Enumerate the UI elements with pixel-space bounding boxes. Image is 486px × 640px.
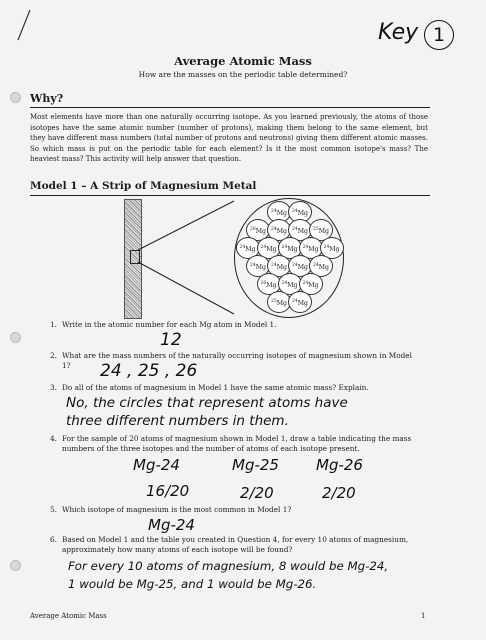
element-symbol: Mg bbox=[287, 246, 298, 253]
element-symbol: Mg bbox=[266, 282, 277, 289]
question-text: What are the mass numbers of the naturally occurring isotopes of magnesium shown in Model 1? bbox=[62, 351, 412, 370]
question-6 bbox=[50, 535, 422, 555]
element-symbol: Mg bbox=[276, 300, 288, 307]
isotope-count-1: 16/20 bbox=[146, 482, 190, 500]
element-symbol: Mg bbox=[297, 300, 309, 307]
section-rule bbox=[30, 107, 430, 108]
answer-6-line-1: For every 10 atoms of magnesium, 8 would be Mg-24, bbox=[68, 559, 389, 573]
question-text: Do all of the atoms of magnesium in Model 1 have the same atomic mass? Explain. bbox=[62, 383, 369, 392]
page-subtitle: How are the masses on the periodic table determined? bbox=[138, 70, 348, 79]
element-symbol: Mg bbox=[255, 228, 267, 235]
mass-number: 26 bbox=[249, 227, 256, 232]
question-5 bbox=[50, 505, 422, 515]
isotope-header-3: Mg-26 bbox=[316, 456, 363, 474]
element-symbol: Mg bbox=[276, 228, 288, 235]
mass-number: 24 bbox=[323, 245, 330, 250]
element-symbol: Mg bbox=[297, 228, 309, 235]
answer-key-number: 1 bbox=[424, 20, 454, 50]
question-number: 2. bbox=[50, 351, 57, 360]
question-text: For the sample of 20 atoms of magnesium shown in Model 1, draw a table indicating the mass numbers of the three isotopes and the number of atoms of each isotope present. bbox=[62, 434, 412, 453]
mass-number: 24 bbox=[270, 263, 277, 268]
why-heading: Why? bbox=[30, 92, 64, 105]
footer-title: Average Atomic Mass bbox=[30, 612, 107, 620]
mass-number: 24 bbox=[249, 263, 256, 268]
hole-punch bbox=[10, 332, 21, 343]
mass-number: 24 bbox=[291, 209, 298, 214]
isotope-count-2: 2/20 bbox=[240, 484, 274, 502]
mass-number: 24 bbox=[291, 227, 298, 232]
mass-number: 24 bbox=[302, 245, 309, 250]
hole-punch bbox=[10, 92, 21, 103]
mass-number: 25 bbox=[312, 227, 319, 232]
question-text: Which isotope of magnesium is the most common in Model 1? bbox=[62, 505, 292, 514]
mass-number: 24 bbox=[239, 245, 246, 250]
mass-number: 24 bbox=[312, 263, 319, 268]
answer-5: Mg-24 bbox=[148, 516, 195, 534]
question-number: 3. bbox=[50, 383, 57, 392]
mass-number: 24 bbox=[291, 263, 298, 268]
element-symbol: Mg bbox=[255, 264, 267, 271]
answer-2: 24 , 25 , 26 bbox=[100, 361, 198, 381]
why-text: Most elements have more than one naturally occurring isotope. As you learned previously, the atoms of those isotopes have the same atomic number (number of protons), making them belong to the same element, but they have different mass numbers (total number of protons and neutrons) giving them different atomic masses. So which mass is put on the periodic table for each element? Is it the most common isotope's mass? The heaviest mass? This activity will help answer that question. bbox=[30, 113, 428, 164]
question-number: 4. bbox=[50, 434, 57, 443]
question-text: Write in the atomic number for each Mg atom in Model 1. bbox=[62, 320, 277, 329]
question-text: Based on Model 1 and the table you created in Question 4, for every 10 atoms of magnesium, approximately how many atoms of each isotope will be found? bbox=[62, 535, 409, 554]
mass-number: 24 bbox=[302, 281, 309, 286]
mass-number: 25 bbox=[270, 299, 277, 304]
page-title: Average Atomic Mass bbox=[174, 54, 312, 68]
isotope-header-1: Mg-24 bbox=[133, 456, 180, 474]
answer-3-line-2: three different numbers in them. bbox=[66, 413, 289, 429]
isotope-count-3: 2/20 bbox=[322, 484, 356, 502]
mg-atom bbox=[288, 291, 312, 313]
model-title: Model 1 – A Strip of Magnesium Metal bbox=[30, 180, 257, 192]
hole-punch bbox=[10, 560, 21, 571]
answer-1: 12 bbox=[160, 330, 182, 350]
element-symbol: Mg bbox=[329, 246, 340, 253]
isotope-header-2: Mg-25 bbox=[232, 456, 279, 474]
mass-number: 24 bbox=[270, 227, 277, 232]
atom-ellipse bbox=[234, 198, 344, 318]
element-symbol: Mg bbox=[276, 264, 288, 271]
mass-number: 24 bbox=[281, 245, 288, 250]
mass-number: 24 bbox=[291, 299, 298, 304]
question-4 bbox=[50, 434, 422, 454]
element-symbol: Mg bbox=[308, 246, 319, 253]
question-3 bbox=[50, 383, 422, 393]
mass-number: 24 bbox=[260, 245, 267, 250]
element-symbol: Mg bbox=[308, 282, 319, 289]
element-symbol: Mg bbox=[287, 282, 298, 289]
question-number: 1. bbox=[50, 320, 57, 329]
mass-number: 24 bbox=[270, 209, 277, 214]
element-symbol: Mg bbox=[318, 228, 330, 235]
element-symbol: Mg bbox=[297, 264, 309, 271]
pen-mark bbox=[14, 8, 34, 44]
question-number: 5. bbox=[50, 505, 57, 514]
element-symbol: Mg bbox=[276, 210, 288, 217]
zoom-lines bbox=[136, 198, 236, 318]
answer-3-line-1: No, the circles that represent atoms have bbox=[66, 395, 348, 411]
mass-number: 24 bbox=[281, 281, 288, 286]
element-symbol: Mg bbox=[266, 246, 277, 253]
element-symbol: Mg bbox=[245, 246, 256, 253]
element-symbol: Mg bbox=[318, 264, 330, 271]
page-number: 1 bbox=[421, 612, 426, 620]
element-symbol: Mg bbox=[297, 210, 309, 217]
question-1 bbox=[50, 320, 422, 330]
section-rule bbox=[30, 195, 430, 196]
answer-key-label: Key bbox=[378, 20, 419, 45]
mass-number: 26 bbox=[260, 281, 267, 286]
answer-6-line-2: 1 would be Mg-25, and 1 would be Mg-26. bbox=[68, 577, 317, 591]
question-number: 6. bbox=[50, 535, 57, 544]
